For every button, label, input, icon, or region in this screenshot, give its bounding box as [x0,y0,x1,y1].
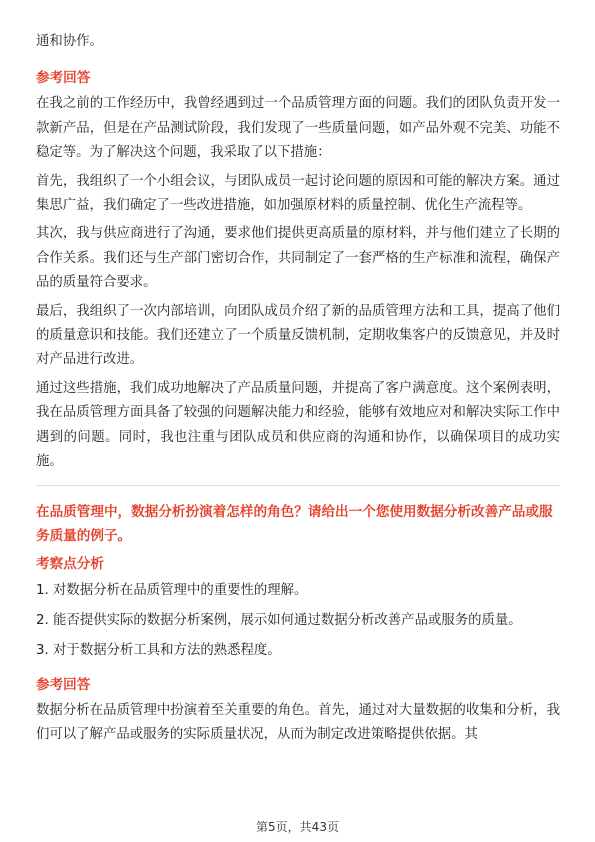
analysis-item: 3. 对于数据分析工具和方法的熟悉程度。 [36,642,281,658]
section-divider [36,485,560,486]
answer-heading: 参考回答 [36,676,91,693]
page-content [36,30,560,751]
page-number: 第5页，共43页 [256,820,339,834]
analysis-item: 2. 能否提供实际的数据分析案例，展示如何通过数据分析改善产品或服务的质量。 [36,612,522,628]
question-title: 在品质管理中，数据分析扮演着怎样的角色？请给出一个您使用数据分析改善产品或服务质量的例子。 [36,503,553,544]
analysis-item: 1. 对数据分析在品质管理中的重要性的理解。 [36,582,308,598]
answer-paragraph: 首先，我组织了一个小组会议，与团队成员一起讨论问题的原因和可能的解决方案。通过集思广益，我们确定了一些改进措施，如加强原材料的质量控制、优化生产流程等。 [36,173,560,214]
answer-paragraph: 数据分析在品质管理中扮演着至关重要的角色。首先，通过对大量数据的收集和分析，我们可以了解产品或服务的实际质量状况，从而为制定改进策略提供依据。其 [36,702,560,742]
answer-paragraph: 通过这些措施，我们成功地解决了产品质量问题，并提高了客户满意度。这个案例表明，我在品质管理方面具备了较强的问题解决能力和经验，能够有效地应对和解决实际工作中遇到的问题。同时，我也注重与团队成员和供应商的沟通和协作，以确保项目的成功实施。 [36,380,560,470]
answer-paragraph: 其次，我与供应商进行了沟通，要求他们提供更高质量的原材料，并与他们建立了长期的合作关系。我们还与生产部门密切合作，共同制定了一套严格的生产标准和流程，确保产品的质量符合要求。 [36,226,560,291]
answer-paragraph: 最后，我组织了一次内部培训，向团队成员介绍了新的品质管理方法和工具，提高了他们的质量意识和技能。我们还建立了一个质量反馈机制，定期收集客户的反馈意见，并及时对产品进行改进。 [36,303,560,368]
analysis-heading: 考察点分析 [36,555,104,572]
answer-heading: 参考回答 [36,70,91,87]
intro-tail-text: 通和协作。 [36,34,103,49]
answer-paragraph: 在我之前的工作经历中，我曾经遇到过一个品质管理方面的问题。我们的团队负责开发一款新产品，但是在产品测试阶段，我们发现了一些质量问题，如产品外观不完美、功能不稳定等。为了解决这个问题，我采取了以下措施： [36,96,560,161]
